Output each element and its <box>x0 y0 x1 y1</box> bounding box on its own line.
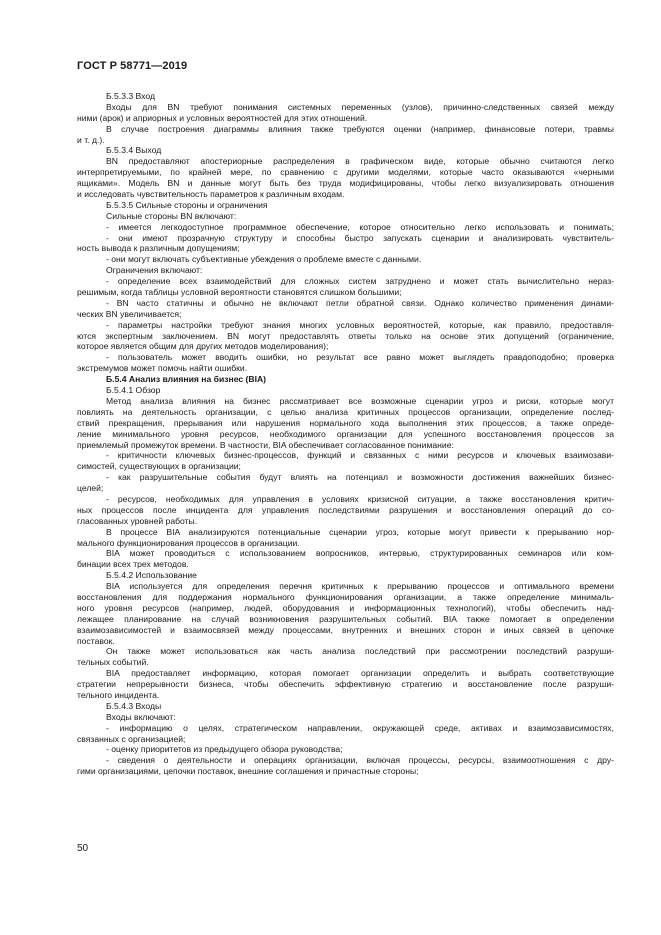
text-line: - пользователь может вводить ошибки, но результат все равно может выглядеть правдоподобно; проверка <box>106 352 614 363</box>
text-line: - информацию о целях, стратегическом направлении, окружающей среде, активах и взаимозависимостях, <box>106 722 614 733</box>
text-line: взаимозависимостей и взаимосвязей между процессами, внутренних и внешних сторон и иных связей в цепочке <box>77 624 614 635</box>
text-line: - они могут включать субъективные убеждения о проблеме вместе с данными. <box>106 254 422 265</box>
text-line: ных процессов после инцидента для управления последствиями разрушения и восстановления операций до со- <box>77 504 614 515</box>
text-line: Входы для BN требуют понимания системных переменных (узлов), причинно-следственных связей между <box>106 101 614 112</box>
text-line: интерпретируемыми, по крайней мере, по сравнению с другими моделями, которые часто оказываются «черными <box>77 167 614 178</box>
text-line: ность вывода к различным допущениям; <box>77 243 240 254</box>
document-header: ГОСТ Р 58771—2019 <box>77 60 188 72</box>
text-line: Б.5.3.4 Выход <box>106 145 162 156</box>
text-line: Метод анализа влияния на бизнес рассматривает все возможные сценарии угроз и риски, которые могут <box>106 395 614 406</box>
text-line: ящиками». Модель BN и данные могут быть без труда модифицированы, чтобы легко визуализировать отношения <box>77 178 614 189</box>
text-line: тельных событий. <box>77 657 149 668</box>
text-line: стратегии непрерывности бизнеса, чтобы обеспечить эффективную стратегию и восстановление после разруши- <box>77 679 614 690</box>
text-line: тельного инцидента. <box>77 689 160 700</box>
text-line: ними (арок) и априорных и условных вероятностей для этих отношений. <box>77 112 368 123</box>
text-line: - как разрушительные события будут влиять на потенциал и возможности достижения важнейших бизнес- <box>106 472 614 483</box>
text-line: - критичности ключевых бизнес-процессов, функций и связанных с ними ресурсов и ключевых взаимозави- <box>106 450 614 461</box>
text-line: - ресурсов, необходимых для управления в условиях кризисной ситуации, а также восстановления критич- <box>106 493 614 504</box>
text-line: Б.5.4.1 Обзор <box>106 385 161 396</box>
text-line: решимым, когда таблицы условной вероятности становятся слишком большими; <box>77 287 402 298</box>
text-line: - имеется легкодоступное программное обеспечение, которое относительно легко использовать и понимать; <box>106 221 614 232</box>
text-line: Б.5.3.3 Вход <box>106 91 155 101</box>
text-line: и исследовать чувствительность параметров к различным входам. <box>77 189 345 200</box>
text-line: восстановления для поддержания нормального функционирования организации, а также определение минималь- <box>77 591 614 602</box>
text-line: связанных с организацией; <box>77 733 186 744</box>
text-line: Б.5.4.2 Использование <box>106 570 197 581</box>
text-line: ствий прекращения, прерывания или нарушения нормального хода выполнения этих процессов, а также опреде- <box>77 417 614 428</box>
text-line: - BN часто статичны и обычно не включают петли обратной связи. Однако количество применения динами- <box>106 297 614 308</box>
text-line: поставок. <box>77 635 115 646</box>
text-line: - параметры настройки требуют знания многих условных вероятностей, которые, как правило, предоставля- <box>106 319 614 330</box>
text-line: симостей, существующих в организации; <box>77 461 241 472</box>
text-line: - оценку приоритетов из предыдущего обзора руководства; <box>106 744 343 755</box>
text-line: Сильные стороны BN включают: <box>106 210 237 221</box>
text-line: - они имеют прозрачную структуру и способны быстро запускать сценарии и анализировать чувствитель- <box>106 232 614 243</box>
text-line: повлиять на деятельность организации, с целью анализа критичных процессов организации, определение послед- <box>77 406 614 417</box>
text-line: и т. д.). <box>77 134 105 145</box>
text-line: экстремумов может помочь найти ошибки. <box>77 363 248 374</box>
text-line: которое является общим для других методов моделирования); <box>77 341 329 352</box>
text-line: ческих BN увеличивается; <box>77 308 182 319</box>
page-number: 50 <box>77 843 89 854</box>
text-line: В случае построения диаграммы влияния также требуются оценки (например, финансовые потери, травмы <box>106 123 614 134</box>
text-line: гими организациями, цепочки поставок, внешние соглашения и причастные стороны; <box>77 766 419 777</box>
text-line: - сведения о деятельности и операциях организации, включая процессы, ресурсы, взаимоотношения с дру- <box>106 755 614 766</box>
text-line: ление минимального уровня ресурсов, необходимого организации для успешного восстановления процессов за <box>77 428 614 439</box>
text-line: мального функционирования процессов в организации. <box>77 537 300 548</box>
text-line: - определение всех взаимодействий для сложных систем затруднено и может стать вычислительно нераз- <box>106 276 614 287</box>
text-line: Б.5.4 Анализ влияния на бизнес (BIA) <box>106 374 267 385</box>
text-line: BIA может проводиться с использованием вопросников, интервью, структурированных семинаров или ком- <box>106 548 614 559</box>
text-line: Входы включают: <box>106 711 176 722</box>
text-line: ются экспертным заключением. BN могут предоставлять ответы только на основе этих допущений (ограничение, <box>77 330 614 341</box>
text-line: BIA предоставляет информацию, которая помогает организации определить и выбрать соответствующие <box>106 668 614 679</box>
text-line: BN предоставляют апостериорные распределения в графическом виде, которые обычно считаются легко <box>106 156 614 167</box>
text-line: Ограничения включают: <box>106 265 203 276</box>
document-body <box>77 91 614 777</box>
text-line: приемлемый промежуток времени. В частности, BIA обеспечивает согласованное понимание: <box>77 439 454 450</box>
text-line: целей; <box>77 483 104 494</box>
text-line: Б.5.4.3 Входы <box>106 700 162 711</box>
text-line: ного уровня ресурсов (например, людей, оборудования и информационных технологий), чтобы обеспечить над- <box>77 602 614 613</box>
text-line: В процессе BIA анализируются потенциальные сценарии угроз, которые могут привести к прерыванию нор- <box>106 526 614 537</box>
text-line: Б.5.3.5 Сильные стороны и ограничения <box>106 199 268 210</box>
text-line: BIA используется для определения перечня критичных к прерыванию процессов и оптимального времени <box>106 581 614 592</box>
text-line: бинации всех трех методов. <box>77 559 189 570</box>
text-line: лежащее планирование на случай возникновения разрушительных событий. BIA также помогает в определении <box>77 613 614 624</box>
text-line: Он также может использоваться как часть анализа последствий при рассмотрении последствий разруши- <box>106 646 614 657</box>
text-line: гласованных уровней работы. <box>77 515 198 526</box>
